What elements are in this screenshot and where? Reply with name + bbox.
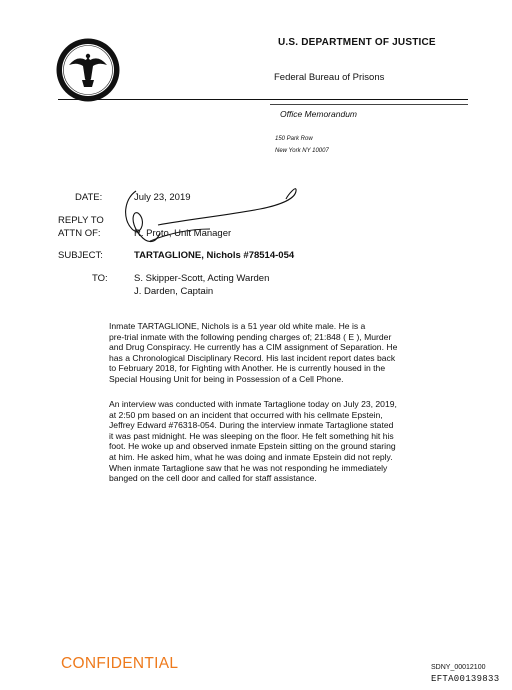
- address-line-2: New York NY 10007: [275, 148, 329, 154]
- paragraph-line: banged on the cell door and called for staff assistance.: [109, 473, 317, 484]
- department-name: U.S. DEPARTMENT OF JUSTICE: [278, 37, 436, 48]
- body-paragraph-1: [109, 321, 454, 385]
- to-recipient-1: S. Skipper-Scott, Acting Warden: [134, 273, 270, 284]
- reply-label-line1: REPLY TO: [58, 215, 104, 226]
- subject-value: TARTAGLIONE, Nichols #78514-054: [134, 250, 295, 261]
- paragraph-line: Jeffrey Edward #76318-054. During the interview inmate Tartaglione stated: [109, 420, 394, 431]
- paragraph-line: When inmate Tartaglione saw that he was not responding he immediately: [109, 462, 388, 473]
- paragraph-line: at him. He asked him, what he was doing and inmate Epstein did not reply.: [109, 451, 393, 462]
- bates-number-efta: EFTA00139833: [431, 674, 500, 684]
- to-label: TO:: [92, 273, 108, 284]
- bureau-name: Federal Bureau of Prisons: [274, 72, 385, 83]
- paragraph-line: pre-trial inmate with the following pending charges of; 21:848 ( E ), Murder: [109, 331, 392, 342]
- paragraph-line: to February 2018, for Fighting with Another. He is currently housed in the: [109, 363, 386, 374]
- paragraph-line: it was past midnight. He was sleeping on the floor. He felt something hit his: [109, 430, 394, 441]
- address-line-1: 150 Park Row: [275, 136, 313, 142]
- doj-seal-logo: [55, 37, 121, 103]
- body-paragraph-2: [109, 399, 454, 484]
- to-recipient-2: J. Darden, Captain: [134, 286, 214, 297]
- paragraph-line: Inmate TARTAGLIONE, Nichols is a 51 year old white male. He is a: [109, 321, 366, 331]
- bates-number-sdny: SDNY_00012100: [431, 664, 486, 671]
- paragraph-line: and Drug Conspiracy. He currently has a CIM assignment of Separation. He: [109, 342, 398, 353]
- subject-label: SUBJECT:: [58, 250, 103, 261]
- letterhead-rule: [58, 99, 468, 100]
- paragraph-line: at 2:50 pm based on an incident that occurred with his cellmate Epstein,: [109, 409, 383, 420]
- paragraph-line: has a Chronological Disciplinary Record. His last incident report dates back: [109, 352, 396, 363]
- paragraph-line: foot. He woke up and observed inmate Epstein sitting on the ground staring: [109, 441, 396, 452]
- date-label: DATE:: [75, 192, 103, 203]
- memo-title: Office Memorandum: [280, 109, 357, 119]
- paragraph-line: Special Housing Unit for being in Possession of a Cell Phone.: [109, 373, 344, 384]
- date-value: July 23, 2019: [134, 192, 191, 203]
- reply-value: R. Proto, Unit Manager: [134, 228, 232, 239]
- confidential-stamp: CONFIDENTIAL: [61, 655, 179, 672]
- handwritten-signature: [110, 185, 310, 265]
- reply-label-line2: ATTN OF:: [58, 228, 101, 239]
- memo-rule: [270, 104, 468, 105]
- paragraph-line: An interview was conducted with inmate Tartaglione today on July 23, 2019,: [109, 399, 397, 409]
